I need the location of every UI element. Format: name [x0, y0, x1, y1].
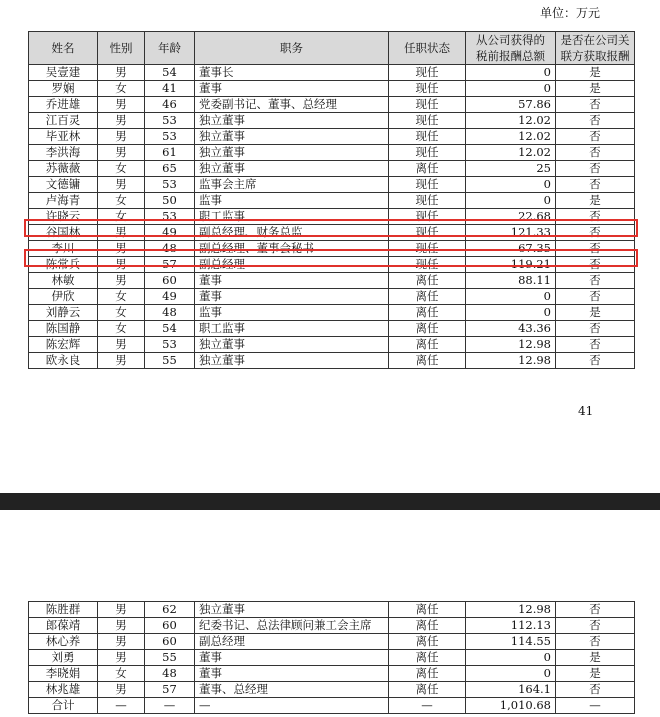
- cell-name: 陈胜群: [29, 602, 98, 618]
- compensation-table-page-41: [28, 31, 635, 369]
- table-row: [29, 305, 635, 321]
- cell-gender: 男: [98, 257, 145, 273]
- cell-age: 57: [145, 257, 195, 273]
- cell-status: 现任: [389, 145, 466, 161]
- cell-related-party: 否: [556, 321, 635, 337]
- cell-age: 53: [145, 209, 195, 225]
- cell-age: 54: [145, 321, 195, 337]
- highlight-box-row-13: [24, 249, 638, 267]
- cell-age: 48: [145, 241, 195, 257]
- page-number: 41: [578, 404, 594, 418]
- cell-gender: 男: [98, 634, 145, 650]
- cell-age: 49: [145, 289, 195, 305]
- cell-gender: 男: [98, 618, 145, 634]
- cell-related-party: 否: [556, 225, 635, 241]
- cell-related-party: 是: [556, 666, 635, 682]
- cell-age: 48: [145, 305, 195, 321]
- cell-related-party: 否: [556, 129, 635, 145]
- cell-age: 46: [145, 97, 195, 113]
- cell-age: 48: [145, 666, 195, 682]
- cell-status: 离任: [389, 321, 466, 337]
- cell-related-party: 否: [556, 618, 635, 634]
- cell-position: 董事: [195, 666, 389, 682]
- cell-name: 伊欣: [29, 289, 98, 305]
- cell-related-party: 否: [556, 682, 635, 698]
- cell-compensation: 0: [466, 650, 556, 666]
- cell-position: 副总经理、董事会秘书: [195, 241, 389, 257]
- table-row: [29, 193, 635, 209]
- cell-position: 监事: [195, 305, 389, 321]
- cell-gender: 男: [98, 273, 145, 289]
- cell-related-party: 是: [556, 65, 635, 81]
- cell-position: 副总经理: [195, 257, 389, 273]
- cell-age: 55: [145, 353, 195, 369]
- cell-position: 董事: [195, 650, 389, 666]
- cell-gender: 男: [98, 337, 145, 353]
- cell-status: 现任: [389, 257, 466, 273]
- header-status: 任职状态: [389, 32, 466, 65]
- total-row: [29, 698, 635, 714]
- cell-status: 现任: [389, 97, 466, 113]
- total-cell-related-party: —: [556, 698, 635, 714]
- table-row: [29, 177, 635, 193]
- cell-name: 谷国林: [29, 225, 98, 241]
- cell-position: 职工监事: [195, 321, 389, 337]
- cell-name: 江百灵: [29, 113, 98, 129]
- cell-status: 离任: [389, 650, 466, 666]
- cell-related-party: 否: [556, 241, 635, 257]
- compensation-table-page-42: [28, 601, 635, 714]
- total-cell-age: —: [145, 698, 195, 714]
- cell-compensation: 119.21: [466, 257, 556, 273]
- cell-compensation: 0: [466, 177, 556, 193]
- cell-compensation: 114.55: [466, 634, 556, 650]
- cell-status: 离任: [389, 337, 466, 353]
- total-cell-name: 合计: [29, 698, 98, 714]
- cell-gender: 男: [98, 113, 145, 129]
- cell-position: 副总经理、财务总监: [195, 225, 389, 241]
- cell-position: 独立董事: [195, 337, 389, 353]
- table-row: [29, 650, 635, 666]
- cell-gender: 男: [98, 602, 145, 618]
- cell-status: 现任: [389, 113, 466, 129]
- cell-position: 监事: [195, 193, 389, 209]
- cell-age: 60: [145, 273, 195, 289]
- cell-related-party: 否: [556, 113, 635, 129]
- cell-position: 独立董事: [195, 602, 389, 618]
- cell-position: 党委副书记、董事、总经理: [195, 97, 389, 113]
- cell-name: 欧永良: [29, 353, 98, 369]
- cell-gender: 女: [98, 193, 145, 209]
- cell-age: 62: [145, 602, 195, 618]
- cell-name: 李川: [29, 241, 98, 257]
- table-row: [29, 353, 635, 369]
- cell-related-party: 是: [556, 305, 635, 321]
- cell-gender: 女: [98, 209, 145, 225]
- cell-name: 刘勇: [29, 650, 98, 666]
- cell-status: 离任: [389, 353, 466, 369]
- cell-compensation: 0: [466, 289, 556, 305]
- cell-position: 副总经理: [195, 634, 389, 650]
- cell-related-party: 否: [556, 602, 635, 618]
- table-header-row: [29, 32, 635, 65]
- table-row: [29, 321, 635, 337]
- cell-compensation: 121.33: [466, 225, 556, 241]
- cell-compensation: 12.98: [466, 337, 556, 353]
- cell-age: 50: [145, 193, 195, 209]
- cell-related-party: 否: [556, 145, 635, 161]
- cell-age: 60: [145, 618, 195, 634]
- cell-name: 卢海青: [29, 193, 98, 209]
- cell-position: 纪委书记、总法律顾问兼工会主席: [195, 618, 389, 634]
- header-gender: 性别: [98, 32, 145, 65]
- cell-compensation: 0: [466, 81, 556, 97]
- cell-name: 李晓娟: [29, 666, 98, 682]
- cell-status: 现任: [389, 225, 466, 241]
- cell-compensation: 43.36: [466, 321, 556, 337]
- cell-name: 郎葆靖: [29, 618, 98, 634]
- cell-gender: 男: [98, 241, 145, 257]
- cell-age: 61: [145, 145, 195, 161]
- cell-age: 53: [145, 337, 195, 353]
- cell-related-party: 否: [556, 177, 635, 193]
- cell-age: 41: [145, 81, 195, 97]
- total-cell-compensation: 1,010.68: [466, 698, 556, 714]
- cell-status: 现任: [389, 241, 466, 257]
- cell-name: 陈常兵: [29, 257, 98, 273]
- table-row: [29, 602, 635, 618]
- table-row: [29, 666, 635, 682]
- cell-related-party: 否: [556, 273, 635, 289]
- cell-position: 董事: [195, 81, 389, 97]
- cell-related-party: 否: [556, 289, 635, 305]
- cell-age: 54: [145, 65, 195, 81]
- cell-name: 苏薇薇: [29, 161, 98, 177]
- cell-compensation: 12.02: [466, 129, 556, 145]
- cell-age: 53: [145, 129, 195, 145]
- cell-related-party: 是: [556, 81, 635, 97]
- cell-gender: 女: [98, 81, 145, 97]
- header-name: 姓名: [29, 32, 98, 65]
- cell-status: 离任: [389, 273, 466, 289]
- cell-related-party: 否: [556, 257, 635, 273]
- cell-gender: 男: [98, 682, 145, 698]
- cell-age: 53: [145, 113, 195, 129]
- cell-compensation: 57.86: [466, 97, 556, 113]
- cell-position: 独立董事: [195, 161, 389, 177]
- cell-name: 乔进雄: [29, 97, 98, 113]
- cell-related-party: 否: [556, 337, 635, 353]
- cell-name: 毕亚林: [29, 129, 98, 145]
- cell-gender: 女: [98, 305, 145, 321]
- cell-age: 65: [145, 161, 195, 177]
- cell-status: 现任: [389, 177, 466, 193]
- highlight-box-row-11: [24, 219, 638, 237]
- unit-label: 单位：万元: [540, 6, 601, 20]
- cell-name: 李洪海: [29, 145, 98, 161]
- cell-age: 55: [145, 650, 195, 666]
- cell-status: 现任: [389, 81, 466, 97]
- header-related-party-compensation: 是否在公司关 联方获取报酬: [556, 32, 635, 65]
- cell-compensation: 12.02: [466, 145, 556, 161]
- cell-status: 现任: [389, 193, 466, 209]
- cell-gender: 男: [98, 145, 145, 161]
- cell-position: 独立董事: [195, 113, 389, 129]
- cell-related-party: 否: [556, 634, 635, 650]
- cell-related-party: 否: [556, 209, 635, 225]
- cell-position: 董事长: [195, 65, 389, 81]
- cell-related-party: 否: [556, 161, 635, 177]
- cell-gender: 男: [98, 97, 145, 113]
- header-pretax-compensation: 从公司获得的 税前报酬总额: [466, 32, 556, 65]
- table-row: [29, 273, 635, 289]
- cell-name: 陈宏辉: [29, 337, 98, 353]
- cell-position: 独立董事: [195, 129, 389, 145]
- cell-compensation: 0: [466, 193, 556, 209]
- cell-gender: 女: [98, 289, 145, 305]
- cell-position: 董事、总经理: [195, 682, 389, 698]
- total-cell-gender: —: [98, 698, 145, 714]
- cell-name: 林心养: [29, 634, 98, 650]
- cell-compensation: 12.02: [466, 113, 556, 129]
- cell-age: 53: [145, 177, 195, 193]
- cell-position: 董事: [195, 289, 389, 305]
- cell-name: 吴壹建: [29, 65, 98, 81]
- table-row: [29, 97, 635, 113]
- table-row: [29, 618, 635, 634]
- cell-compensation: 12.98: [466, 602, 556, 618]
- cell-name: 刘静云: [29, 305, 98, 321]
- cell-age: 60: [145, 634, 195, 650]
- table-row: [29, 113, 635, 129]
- table-row: [29, 81, 635, 97]
- cell-related-party: 是: [556, 193, 635, 209]
- cell-position: 董事: [195, 273, 389, 289]
- cell-compensation: 25: [466, 161, 556, 177]
- table-row: [29, 129, 635, 145]
- table-row: [29, 289, 635, 305]
- cell-related-party: 否: [556, 97, 635, 113]
- cell-compensation: 0: [466, 65, 556, 81]
- cell-status: 离任: [389, 634, 466, 650]
- table-row: [29, 145, 635, 161]
- cell-gender: 女: [98, 666, 145, 682]
- cell-age: 49: [145, 225, 195, 241]
- table-row: [29, 634, 635, 650]
- table-row: [29, 682, 635, 698]
- header-position: 职务: [195, 32, 389, 65]
- cell-gender: 男: [98, 129, 145, 145]
- table-row: [29, 65, 635, 81]
- cell-compensation: 88.11: [466, 273, 556, 289]
- cell-name: 林敏: [29, 273, 98, 289]
- cell-status: 离任: [389, 305, 466, 321]
- cell-name: 林兆雄: [29, 682, 98, 698]
- cell-compensation: 0: [466, 666, 556, 682]
- page-break-divider: [0, 493, 660, 510]
- cell-name: 文德镛: [29, 177, 98, 193]
- cell-name: 陈国静: [29, 321, 98, 337]
- cell-compensation: 12.98: [466, 353, 556, 369]
- cell-status: 现任: [389, 129, 466, 145]
- cell-compensation: 0: [466, 305, 556, 321]
- cell-status: 离任: [389, 289, 466, 305]
- total-cell-position: —: [195, 698, 389, 714]
- cell-status: 离任: [389, 602, 466, 618]
- cell-status: 离任: [389, 618, 466, 634]
- cell-gender: 男: [98, 65, 145, 81]
- cell-status: 离任: [389, 666, 466, 682]
- cell-age: 57: [145, 682, 195, 698]
- cell-name: 罗娴: [29, 81, 98, 97]
- cell-status: 离任: [389, 161, 466, 177]
- cell-gender: 女: [98, 321, 145, 337]
- cell-gender: 男: [98, 353, 145, 369]
- cell-gender: 男: [98, 225, 145, 241]
- cell-status: 现任: [389, 209, 466, 225]
- cell-compensation: 67.35: [466, 241, 556, 257]
- table-row: [29, 161, 635, 177]
- cell-status: 现任: [389, 65, 466, 81]
- cell-compensation: 164.1: [466, 682, 556, 698]
- header-age: 年龄: [145, 32, 195, 65]
- table-row: [29, 337, 635, 353]
- cell-compensation: 22.68: [466, 209, 556, 225]
- cell-related-party: 否: [556, 353, 635, 369]
- cell-status: 离任: [389, 682, 466, 698]
- cell-name: 许晓云: [29, 209, 98, 225]
- cell-position: 监事会主席: [195, 177, 389, 193]
- cell-position: 独立董事: [195, 145, 389, 161]
- cell-position: 职工监事: [195, 209, 389, 225]
- cell-related-party: 是: [556, 650, 635, 666]
- cell-gender: 男: [98, 177, 145, 193]
- cell-position: 独立董事: [195, 353, 389, 369]
- total-cell-status: —: [389, 698, 466, 714]
- cell-compensation: 112.13: [466, 618, 556, 634]
- cell-gender: 男: [98, 650, 145, 666]
- cell-gender: 女: [98, 161, 145, 177]
